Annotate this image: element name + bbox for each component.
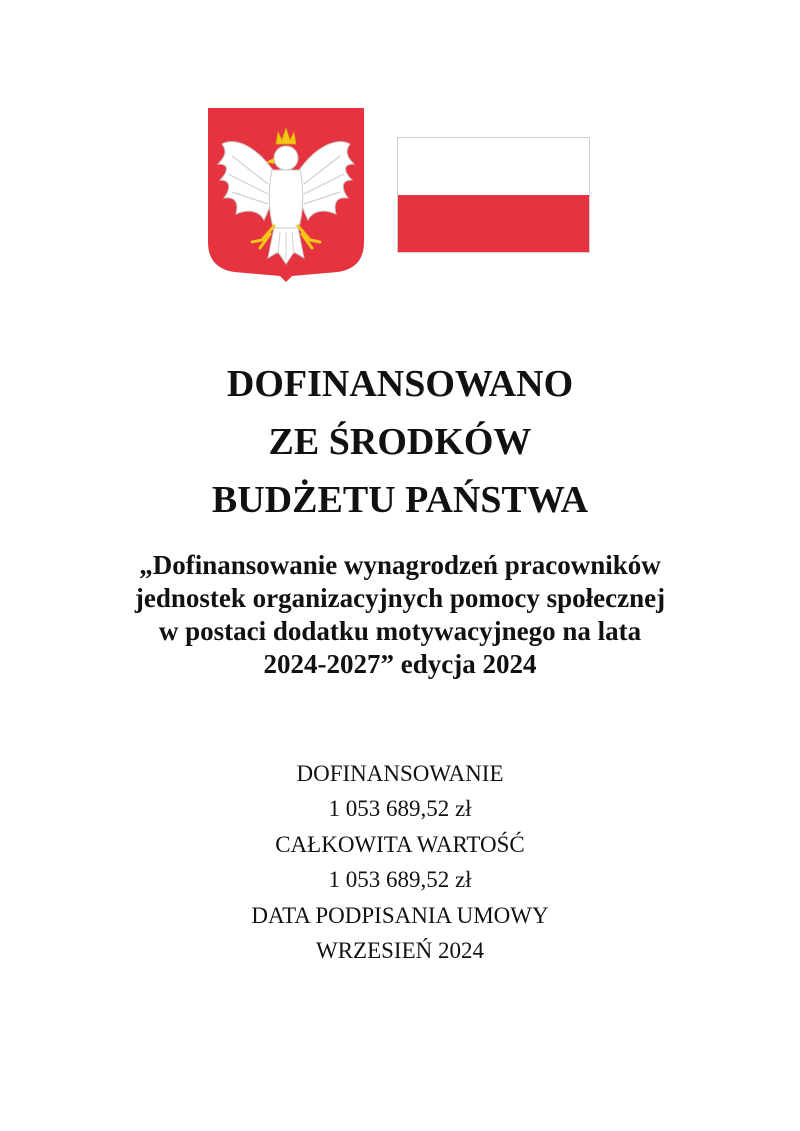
coat-of-arms-emblem (208, 108, 364, 282)
signing-date-value: WRZESIEŃ 2024 (315, 938, 484, 964)
flag-red-stripe (398, 195, 589, 252)
program-title-line-1: „Dofinansowanie wynagrodzeń pracowników (139, 550, 661, 580)
program-title-line-4: 2024-2027” edycja 2024 (263, 649, 537, 679)
funding-value: 1 053 689,52 zł (328, 796, 472, 822)
eagle-body (269, 170, 303, 230)
eagle-head (274, 146, 298, 170)
program-title (60, 549, 740, 681)
funding-label: DOFINANSOWANIE (296, 761, 504, 786)
signing-date-label: DATA PODPISANIA UMOWY (251, 902, 549, 928)
flag-white-stripe (398, 138, 589, 195)
headline-line-2: ZE ŚRODKÓW (268, 421, 532, 463)
polish-flag (397, 137, 590, 253)
funding-details (0, 756, 800, 968)
headline-line-1: DOFINANSOWANO (226, 363, 574, 405)
program-title-line-2: jednostek organizacyjnych pomocy społecznej (134, 583, 666, 613)
total-value-label: CAŁKOWITA WARTOŚĆ (275, 831, 525, 857)
program-title-line-3: w postaci dodatku motywacyjnego na lata (158, 616, 642, 646)
headline (0, 355, 800, 529)
headline-line-3: BUDŻETU PAŃSTWA (211, 479, 589, 521)
total-value: 1 053 689,52 zł (328, 867, 472, 893)
